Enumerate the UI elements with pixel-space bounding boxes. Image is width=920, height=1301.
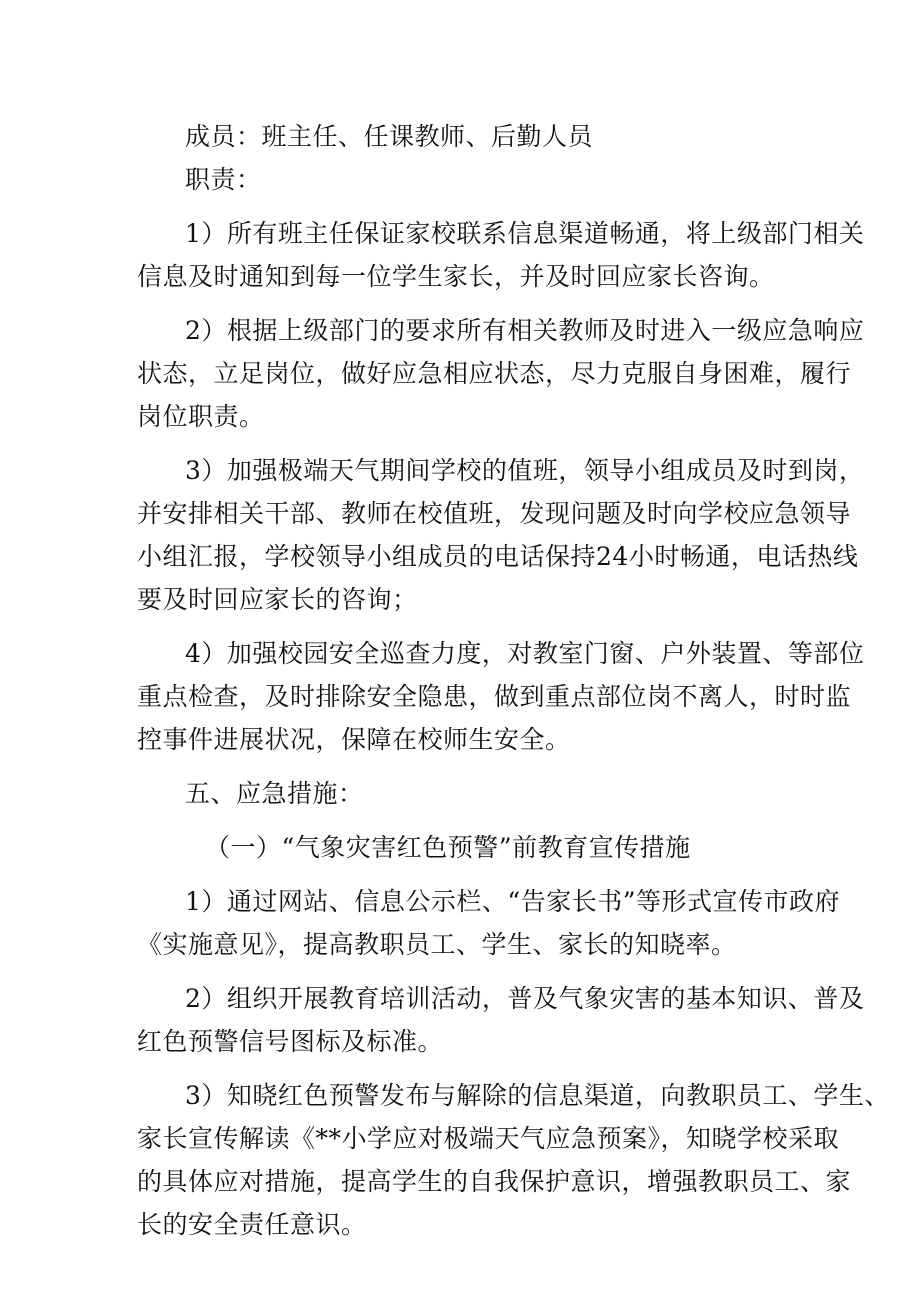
duty-4-paragraph	[137, 632, 865, 761]
paragraph-line: 2）根据上级部门的要求所有相关教师及时进入一级应急响应	[185, 316, 865, 345]
paragraph-line: 1）所有班主任保证家校联系信息渠道畅通，将上级部门相关	[185, 219, 865, 248]
paragraph-line: 3）加强极端天气期间学校的值班，领导小组成员及时到岗，	[185, 456, 865, 485]
measure-1-paragraph	[137, 880, 840, 966]
paragraph-line: 重点检查，及时排除安全隐患，做到重点部位岗不离人，时时监	[137, 682, 852, 711]
duty-2-paragraph	[137, 309, 865, 438]
paragraph-line: 《实施意见》，提高教职员工、学生、家长的知晓率。	[137, 930, 737, 959]
paragraph-line: 控事件进展状况，保障在校师生安全。	[137, 725, 571, 754]
paragraph-line: 并安排相关干部、教师在校值班，发现问题及时向学校应急领导	[137, 499, 852, 528]
paragraph-line: 小组汇报，学校领导小组成员的电话保持24小时畅通，电话热线	[137, 542, 859, 571]
document-body	[137, 115, 890, 1246]
duty-3-paragraph	[137, 449, 865, 621]
paragraph-line: 长的安全责任意识。	[137, 1210, 367, 1239]
paragraph-line: 家长宣传解读《**小学应对极端天气应急预案》，知晓学校采取	[137, 1124, 840, 1153]
measure-2-paragraph	[137, 977, 865, 1063]
section-5-heading: 五、应急措施：	[185, 779, 364, 808]
paragraph-line: 状态，立足岗位，做好应急相应状态，尽力克服自身困难，履行	[137, 359, 852, 388]
paragraph-line: 的具体应对措施，提高学生的自我保护意识，增强教职员工、家	[137, 1167, 852, 1196]
paragraph-line: 信息及时通知到每一位学生家长，并及时回应家长咨询。	[137, 262, 775, 291]
paragraph-line: 3）知晓红色预警发布与解除的信息渠道，向教职员工、学生、	[185, 1081, 890, 1110]
paragraph-line: 要及时回应家长的咨询；	[137, 585, 418, 614]
measure-3-paragraph	[137, 1074, 890, 1246]
duties-label: 职责：	[185, 165, 262, 194]
paragraph-line: 1）通过网站、信息公示栏、“告家长书”等形式宣传市政府	[185, 887, 840, 916]
paragraph-line: 红色预警信号图标及标准。	[137, 1027, 444, 1056]
paragraph-line: 岗位职责。	[137, 402, 265, 431]
members-line: 成员：班主任、任课教师、后勤人员	[185, 122, 594, 151]
duty-1-paragraph	[137, 212, 865, 298]
paragraph-line: 2）组织开展教育培训活动，普及气象灾害的基本知识、普及	[185, 984, 865, 1013]
subsection-1-heading: （一）“气象灾害红色预警”前教育宣传措施	[205, 833, 691, 862]
paragraph-line: 4）加强校园安全巡查力度，对教室门窗、户外装置、等部位	[185, 639, 865, 668]
